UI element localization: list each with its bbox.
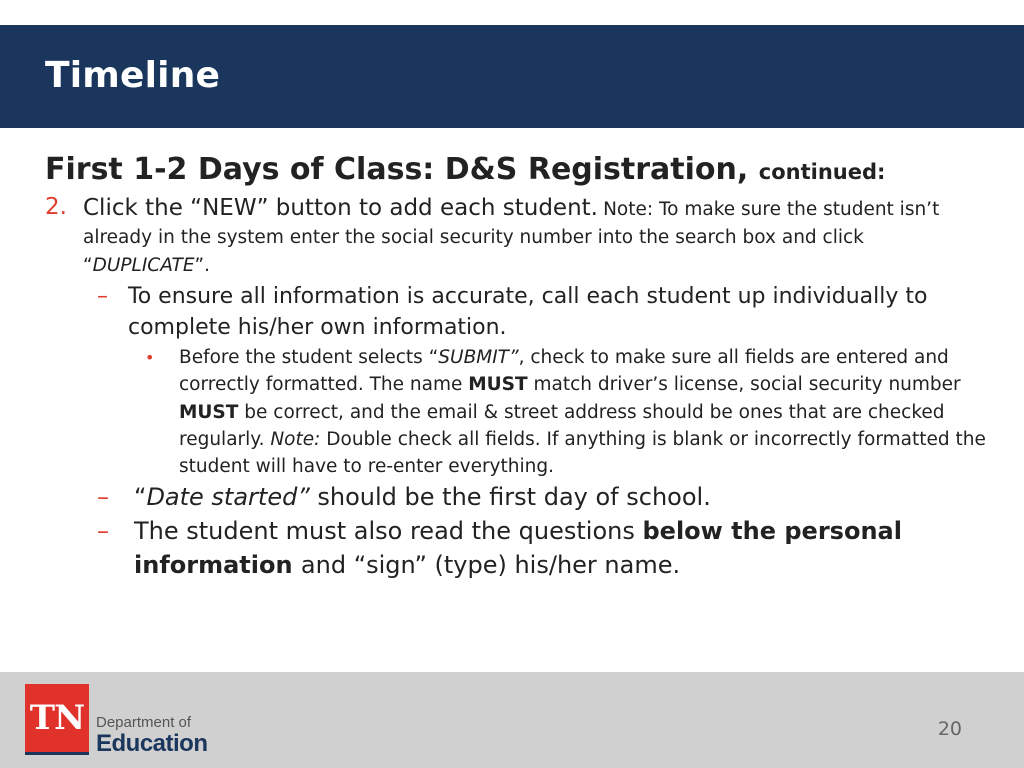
dash-marker: –	[97, 483, 109, 512]
bullet-submit: SUBMIT”	[438, 347, 519, 368]
note-duplicate: DUPLICATE	[92, 255, 195, 276]
dash-marker: –	[97, 517, 109, 546]
bullet-marker: •	[145, 348, 155, 367]
note-text-a: Note: To make sure the student isn’t already in the system enter the social security number into the search box and click “	[83, 199, 940, 276]
bullet-text-2: , check to make sure all fields are entered and correctly formatted. The name	[179, 347, 949, 396]
slide-title: Timeline	[45, 55, 221, 96]
slide-content	[45, 150, 995, 582]
bullet-text-3: match driver’s license, social security number	[527, 374, 961, 396]
heading-text: First 1-2 Days of Class: D&S Registration,	[45, 152, 749, 187]
heading-suffix: continued:	[758, 160, 886, 184]
list-item-main-text: Click the “NEW” button to add each student.	[83, 195, 598, 221]
bullet-text-5: Double check all fields. If anything is blank or incorrectly formatted the student will have to re-enter everything.	[179, 428, 986, 478]
bullet-must-2: MUST	[179, 401, 239, 423]
sign-bold: below the personal information	[134, 517, 902, 580]
title-bar	[0, 25, 1024, 128]
sign-text-2: and “sign” (type) his/her name.	[300, 551, 681, 580]
date-started-text: Date started”	[146, 483, 310, 512]
sub-item-date-started	[45, 480, 995, 514]
sign-text-1: The student must also read the questions	[134, 517, 643, 546]
bullet-item-submit-check	[45, 344, 995, 480]
quote-open: “	[134, 483, 147, 512]
date-started-rest: should be the first day of school.	[309, 483, 711, 512]
bullet-text-1: Before the student selects “	[179, 347, 439, 368]
dash-marker: –	[97, 284, 108, 309]
list-number: 2.	[45, 194, 67, 220]
section-heading	[45, 150, 995, 192]
bullet-note: Note:	[270, 428, 321, 450]
note-text-b: ”.	[194, 255, 210, 276]
sub-item-sign-name	[45, 514, 995, 582]
department-label: Department of	[96, 714, 192, 731]
sub-item-text: To ensure all information is accurate, call each student up individually to complete his/her own information.	[128, 284, 928, 340]
tn-logo-text: TN	[29, 698, 85, 738]
bullet-must-1: MUST	[468, 374, 528, 396]
page-number: 20	[937, 718, 962, 740]
list-item-2	[45, 192, 995, 280]
tn-logo	[25, 684, 89, 754]
logo-underline	[25, 752, 89, 755]
top-margin	[0, 0, 1024, 25]
sub-item-accuracy	[45, 281, 995, 343]
education-label: Education	[96, 730, 208, 757]
bullet-text-4: be correct, and the email & street address should be ones that are checked regularly.	[179, 401, 945, 450]
